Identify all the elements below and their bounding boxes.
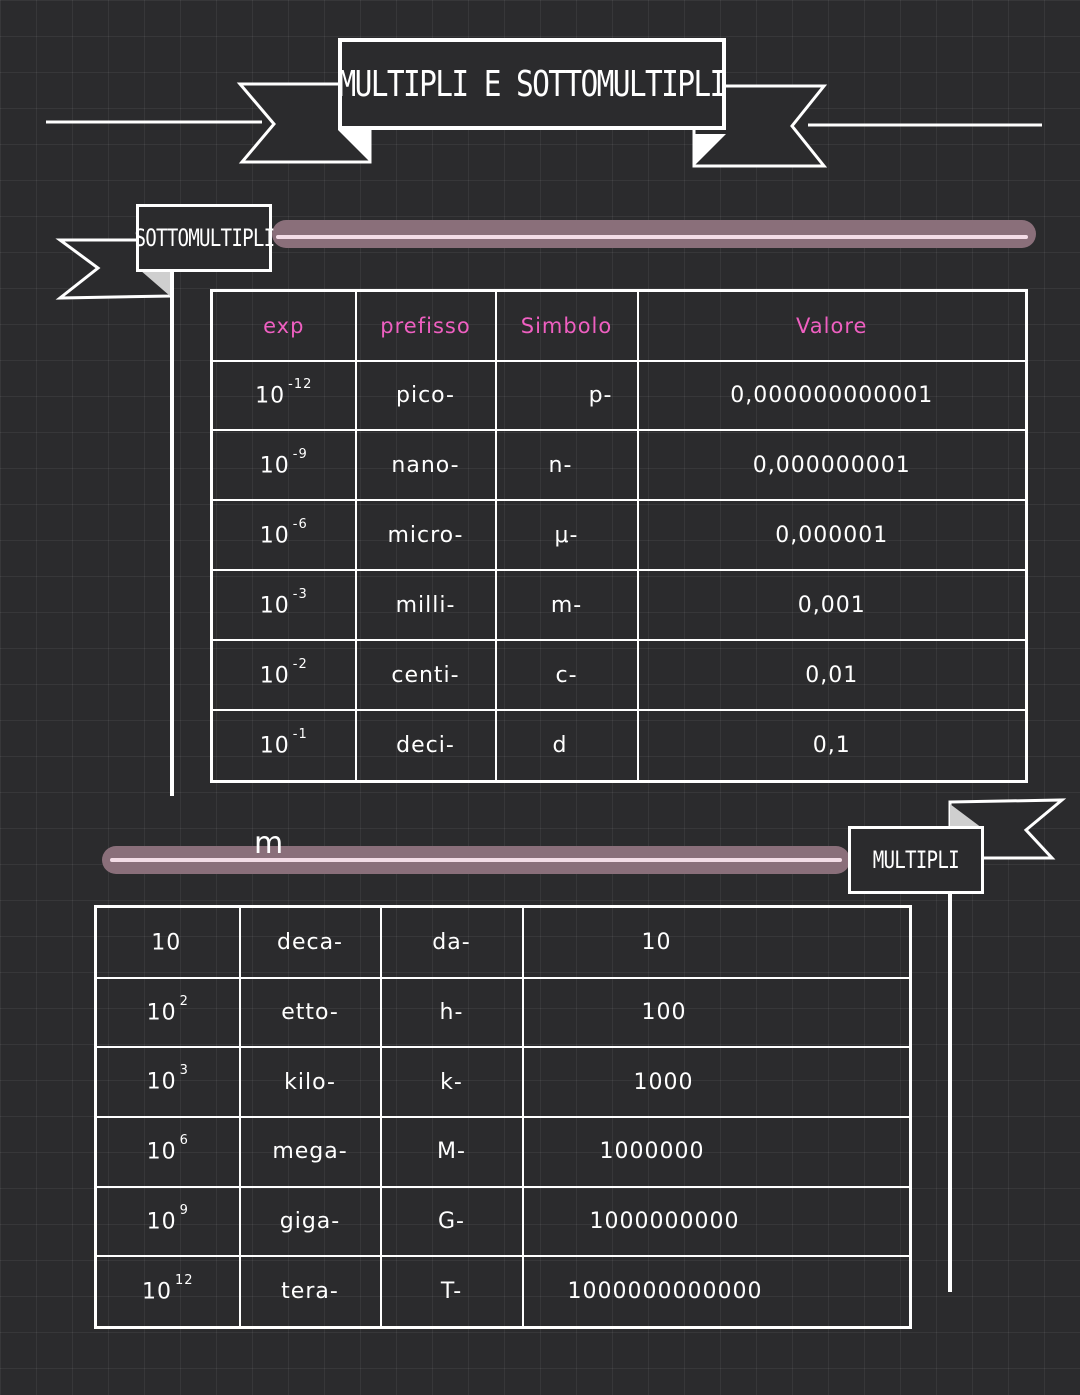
table-row [96,1047,911,1117]
exp-cell: 10 $^6$ [96,1117,240,1187]
prefix-cell: deca- [240,907,381,978]
table-row [96,907,911,978]
exp-cell: 10 $^{-6}$ [212,500,356,570]
symbol-cell: μ- [496,500,638,570]
header-prefisso: prefisso [356,291,496,361]
prefix-cell: micro- [356,500,496,570]
symbol-cell: da- [381,907,523,978]
prefix-cell: centi- [356,640,496,710]
page-title: MULTIPLI E SOTTOMULTIPLI [338,63,726,105]
symbol-cell: c- [496,640,638,710]
value-cell: 0,000000001 [638,430,1027,500]
prefix-cell: etto- [240,978,381,1048]
sottomultipli-table [210,289,1028,783]
symbol-cell: h- [381,978,523,1048]
symbol-cell: k- [381,1047,523,1117]
title-banner [338,38,726,130]
sottomultipli-label-box [136,204,272,272]
value-cell: 1000000000000 [523,1256,911,1327]
prefix-cell: kilo- [240,1047,381,1117]
header-valore: Valore [638,291,1027,361]
symbol-cell: M- [381,1117,523,1187]
value-cell: 0,000001 [638,500,1027,570]
symbol-cell: n- [496,430,638,500]
prefix-cell: pico- [356,361,496,431]
table-row [212,430,1027,500]
exp-cell: 10 $^2$ [96,978,240,1048]
prefix-cell: milli- [356,570,496,640]
value-cell: 0,000000000001 [638,361,1027,431]
unit-label: m [254,826,284,861]
exp-cell: 10 $^3$ [96,1047,240,1117]
header-exp: exp [212,291,356,361]
sottomultipli-label: SOTTOMULTIPLI [134,224,274,252]
prefix-cell: mega- [240,1117,381,1187]
table-header-row [212,291,1027,361]
exp-cell: 10 $^{-1}$ [212,710,356,781]
symbol-cell: p- [496,361,638,431]
exp-cell: 10 $^{-12}$ [212,361,356,431]
exp-cell: 10 $^{-9}$ [212,430,356,500]
symbol-cell: G- [381,1187,523,1257]
value-cell: 1000000000 [523,1187,911,1257]
table-row [212,361,1027,431]
table-row [96,1117,911,1187]
exp-cell: 10 $^{-3}$ [212,570,356,640]
exp-cell: 10 $^{12}$ [96,1256,240,1327]
symbol-cell: m- [496,570,638,640]
header-simbolo: Simbolo [496,291,638,361]
exp-cell: 10 $^9$ [96,1187,240,1257]
value-cell: 0,01 [638,640,1027,710]
symbol-cell: T- [381,1256,523,1327]
symbol-cell: d [496,710,638,781]
table-row [212,500,1027,570]
table-row [96,1256,911,1327]
multipli-label-box [848,826,984,894]
exp-cell: 10 $^{-2}$ [212,640,356,710]
table-row [212,640,1027,710]
multipli-label: MULTIPLI [872,846,960,874]
highlighter-bar-top [272,220,1036,248]
table-row [96,978,911,1048]
prefix-cell: tera- [240,1256,381,1327]
prefix-cell: giga- [240,1187,381,1257]
value-cell: 0,001 [638,570,1027,640]
table-row [96,1187,911,1257]
table-row [212,710,1027,781]
prefix-cell: deci- [356,710,496,781]
value-cell: 100 [523,978,911,1048]
value-cell: 0,1 [638,710,1027,781]
prefix-cell: nano- [356,430,496,500]
value-cell: 10 [523,907,911,978]
table-row [212,570,1027,640]
multipli-table [94,905,912,1329]
value-cell: 1000000 [523,1117,911,1187]
value-cell: 1000 [523,1047,911,1117]
exp-cell: 10 [96,907,240,978]
